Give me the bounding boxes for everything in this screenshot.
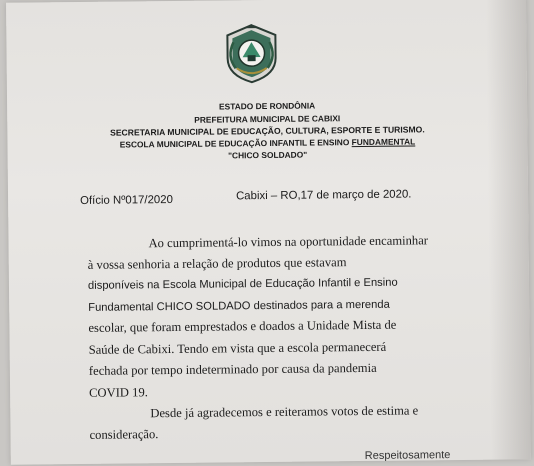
page-shadow: [486, 0, 531, 460]
body-line: consideração.: [89, 427, 159, 442]
body-line: Fundamental CHICO SOLDADO destinados para a merenda: [88, 298, 390, 314]
body-line: Ao cumprimentá-lo vimos na oportunidade encaminhar: [148, 233, 429, 251]
body-line: disponíveis na Escola Municipal de Educação Infantil e Ensino: [87, 276, 398, 292]
letter-page: [6, 0, 531, 465]
header-secretariat: SECRETARIA MUNICIPAL DE EDUCAÇÃO, CULTURA, ESPORTE E TURISMO.: [109, 124, 425, 138]
municipal-seal-icon: [220, 22, 283, 85]
body-line: fechada por tempo indeterminado por causa da pandemia: [88, 360, 377, 378]
body-line: COVID 19.: [89, 385, 148, 400]
header-state: ESTADO DE RONDÔNIA: [218, 100, 316, 112]
closing-salutation: Respeitosamente: [364, 449, 451, 462]
header-school-underlined: FUNDAMENTAL: [351, 136, 416, 148]
header-school-name: "CHICO SOLDADO": [227, 149, 308, 161]
body-line: escolar, que foram emprestados e doados a Unidade Mista de: [88, 317, 397, 335]
body-line: Saúde de Cabixi. Tendo em vista que a escola permanecerá: [88, 339, 387, 357]
header-school-prefix: ESCOLA MUNICIPAL DE EDUCAÇÃO INFANTIL E ENSINO: [119, 137, 352, 150]
header-prefecture: PREFEITURA MUNICIPAL DE CABIXI: [194, 113, 341, 125]
body-line: Desde já agradecemos e reiteramos votos de estima e: [150, 403, 419, 421]
oficio-number: Ofício Nº017/2020: [80, 193, 173, 207]
place-date: Cabixi – RO,17 de março de 2020.: [235, 188, 412, 203]
body-line: à vossa senhoria a relação de produtos que estavam: [87, 255, 347, 272]
